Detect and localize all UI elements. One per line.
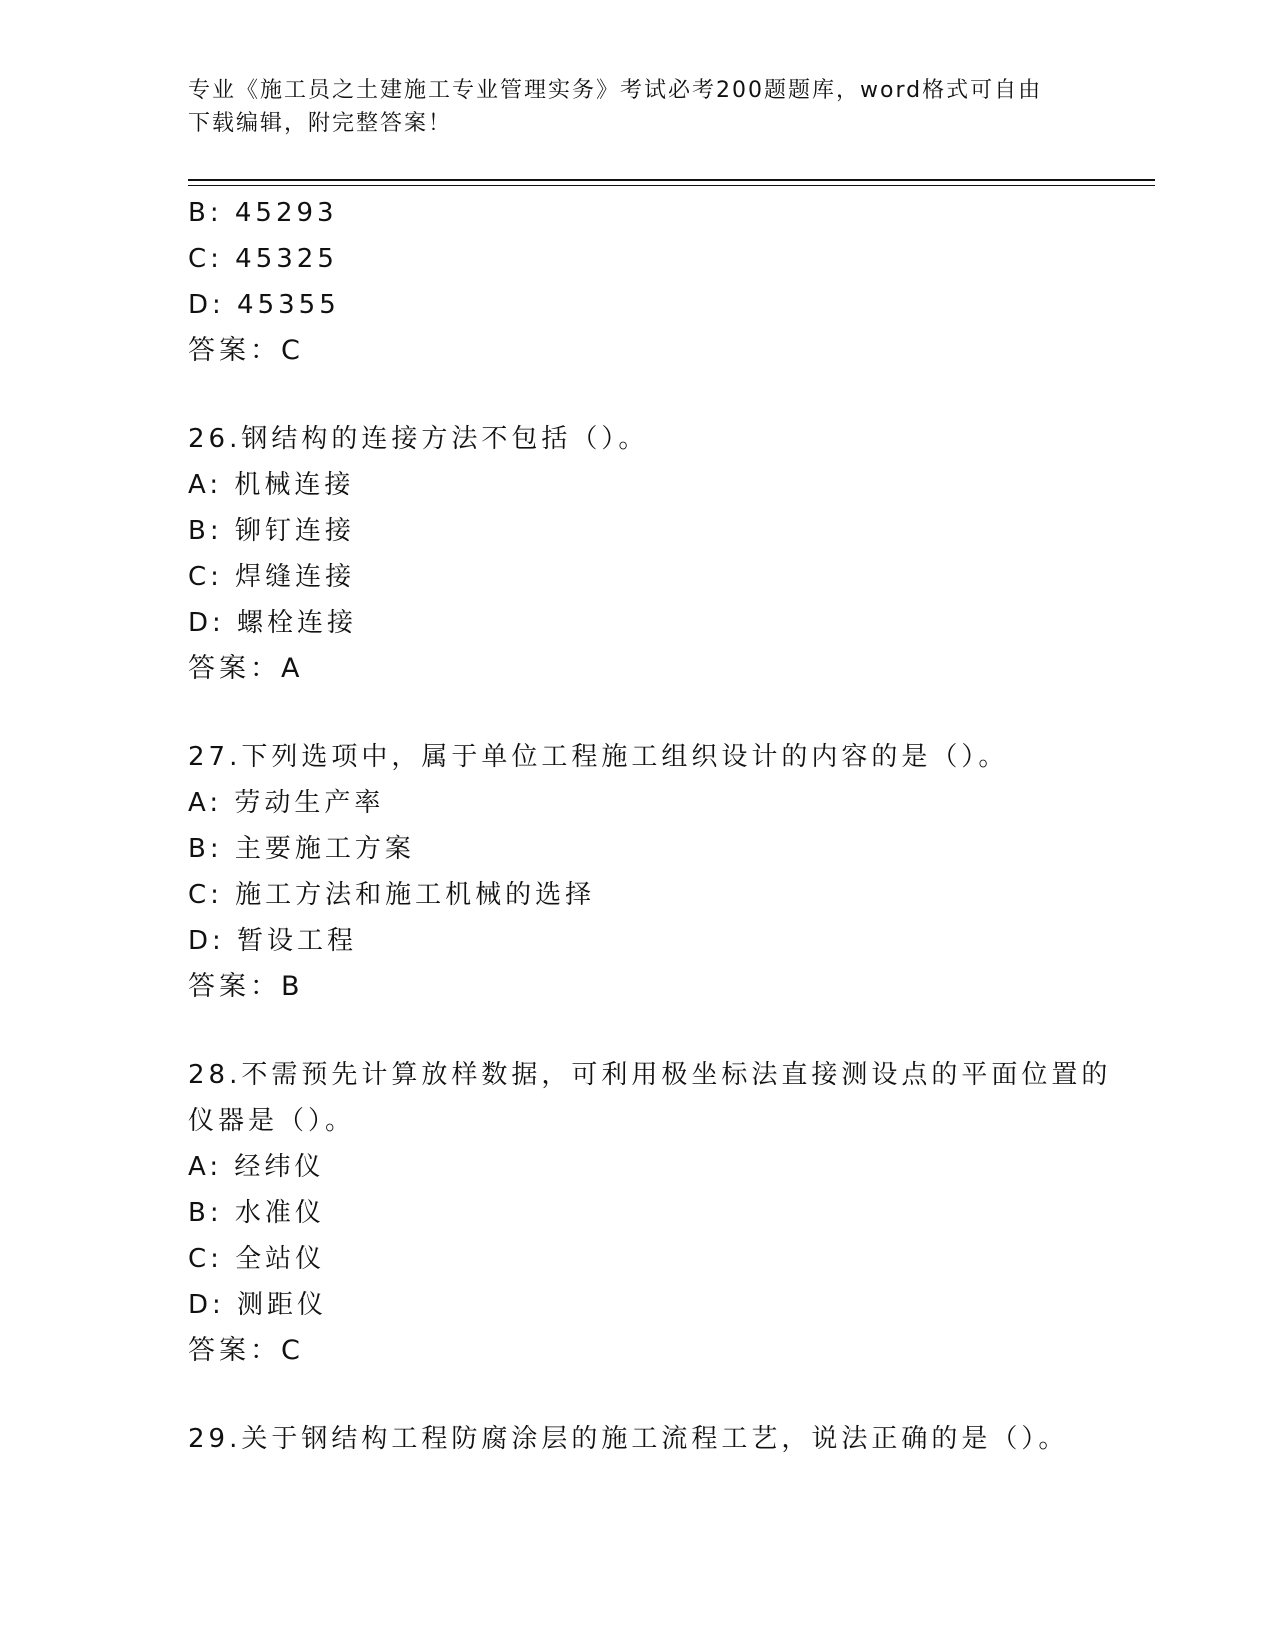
option-d: D: 测距仪 [188,1290,328,1320]
answer-line: 答案：C [188,335,304,366]
spacer [188,692,1088,734]
option-c: C: 45325 [188,244,338,274]
option-a: A: 劳动生产率 [188,788,385,818]
header-rule-thick [188,179,1155,181]
header-rule-thin [188,185,1155,186]
spacer [188,374,1088,416]
option-d: D: 螺栓连接 [188,608,358,638]
option-b: B: 主要施工方案 [188,834,415,864]
question-stem: 29.关于钢结构工程防腐涂层的施工流程工艺，说法正确的是（）。 [188,1424,1069,1454]
option-a: A: 机械连接 [188,470,355,500]
option-c: C: 焊缝连接 [188,562,356,592]
question-list [188,190,1112,1462]
question-stem: 26.钢结构的连接方法不包括（）。 [188,424,649,454]
option-c: C: 全站仪 [188,1244,326,1274]
question-stem: 27.下列选项中，属于单位工程施工组织设计的内容的是（）。 [188,742,1009,772]
question-block-28 [188,1052,1112,1374]
question-block-29 [188,1416,1088,1462]
option-b: B: 铆钉连接 [188,516,355,546]
question-block-25 [188,190,1088,374]
option-a: A: 经纬仪 [188,1152,325,1182]
header-line-1: 专业《施工员之土建施工专业管理实务》考试必考200题题库，word格式可自由 [188,78,1043,103]
option-c: C: 施工方法和施工机械的选择 [188,880,596,910]
question-block-26 [188,416,1088,692]
option-d: D: 暂设工程 [188,926,358,956]
spacer [188,1010,1088,1052]
answer-line: 答案：C [188,1335,304,1366]
answer-line: 答案：A [188,653,304,684]
spacer [188,1374,1088,1416]
option-b: B: 45293 [188,198,338,228]
header-line-2: 下载编辑，附完整答案！ [188,111,453,136]
option-d: D: 45355 [188,290,340,320]
question-stem-line-1: 28.不需预先计算放样数据，可利用极坐标法直接测设点的平面位置的 [188,1060,1112,1090]
question-stem-line-2: 仪器是（）。 [188,1106,356,1136]
document-header [188,74,1088,140]
option-b: B: 水准仪 [188,1198,325,1228]
question-block-27 [188,734,1088,1010]
answer-line: 答案：B [188,971,304,1002]
